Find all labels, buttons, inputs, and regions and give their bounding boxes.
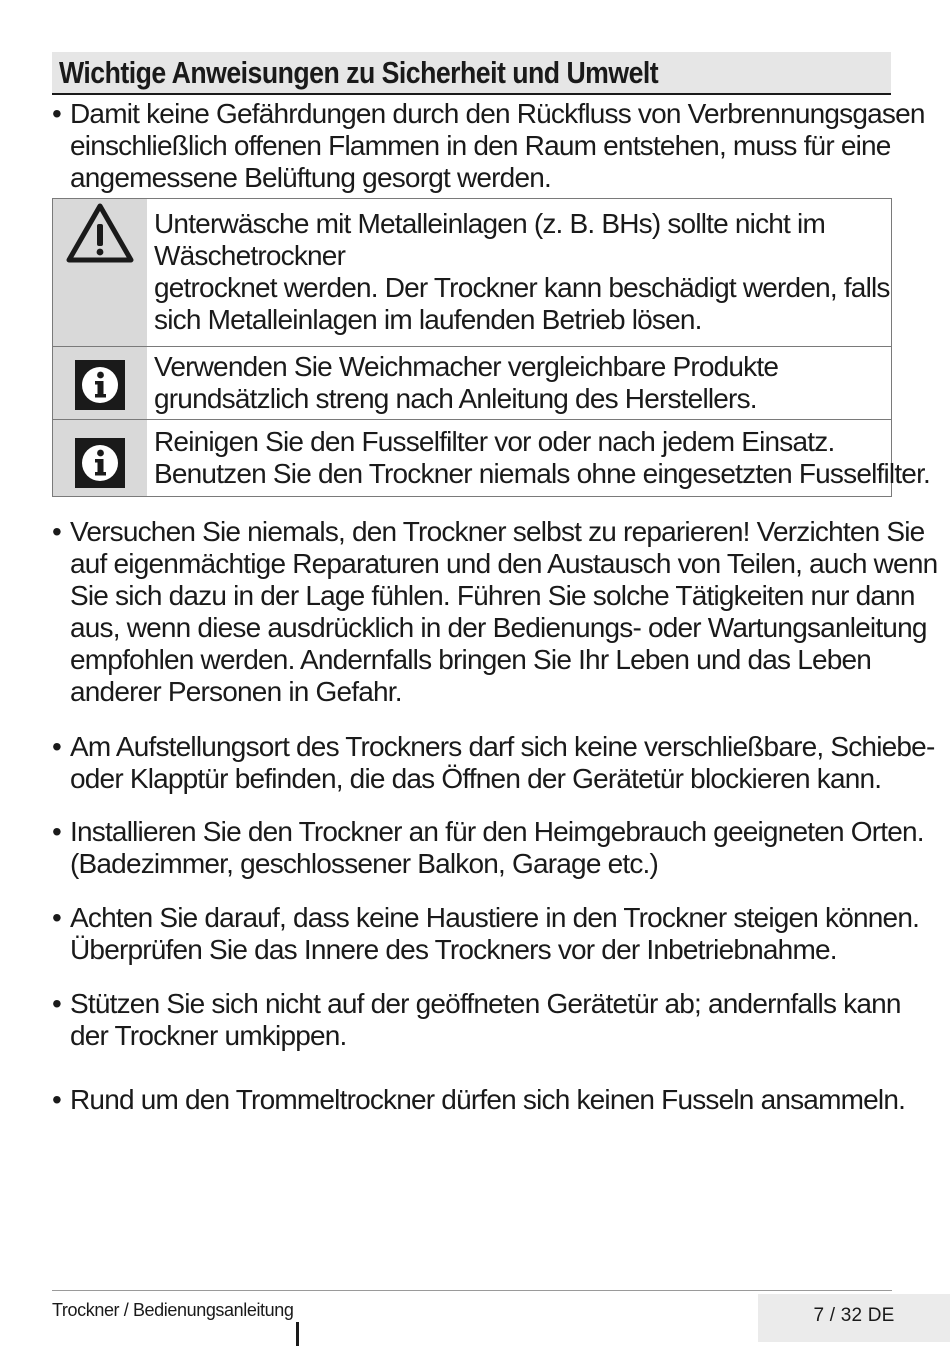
intro-bullet — [52, 98, 925, 194]
bullet-item — [52, 816, 924, 880]
bullet-item — [52, 1084, 905, 1116]
footer-divider — [52, 1290, 892, 1291]
crop-mark — [296, 1322, 299, 1346]
bullet-line: (Badezimmer, geschlossener Balkon, Garage etc.) — [70, 848, 659, 879]
warning-note-text — [154, 208, 890, 336]
bullet-line: der Trockner umkippen. — [70, 1020, 347, 1051]
note-line: sich Metalleinlagen im laufenden Betrieb lösen. — [154, 304, 702, 335]
section-title: Wichtige Anweisungen zu Sicherheit und Umwelt — [59, 55, 659, 90]
bullet-item — [52, 988, 901, 1052]
warning-triangle-icon — [65, 202, 135, 266]
bullet-line: auf eigenmächtige Reparaturen und den Austausch von Teilen, auch wenn — [70, 548, 938, 579]
info-note-lint-filter — [53, 419, 931, 496]
bullet-line: oder Klapptür befinden, die das Öffnen der Gerätetür blockieren kann. — [70, 763, 882, 794]
note-line: Reinigen Sie den Fusselfilter vor oder nach jedem Einsatz. — [154, 426, 835, 457]
bullet-line: Rund um den Trommeltrockner dürfen sich keinen Fusseln ansammeln. — [70, 1084, 906, 1115]
note-line: Unterwäsche mit Metalleinlagen (z. B. BHs) sollte nicht im — [154, 208, 825, 239]
bullet-line: Stützen Sie sich nicht auf der geöffneten Gerätetür ab; andernfalls kann — [70, 988, 901, 1019]
note-line: Wäschetrockner — [154, 240, 346, 271]
section-title-bar — [52, 52, 891, 95]
info-note-text — [154, 426, 930, 490]
note-line: grundsätzlich streng nach Anleitung des Herstellers. — [154, 383, 757, 414]
bullet-marker: • — [52, 98, 62, 129]
note-icon-cell — [53, 420, 147, 496]
bullet-item — [52, 516, 937, 708]
bullet-line: anderer Personen in Gefahr. — [70, 676, 402, 707]
info-note-softener — [53, 346, 891, 419]
note-icon-cell — [53, 347, 147, 419]
info-note-text — [154, 351, 778, 415]
bullet-item — [52, 902, 919, 966]
bullet-line: Sie sich dazu in der Lage fühlen. Führen Sie solche Tätigkeiten nur dann — [70, 580, 915, 611]
bullet-line: Überprüfen Sie das Innere des Trockners vor der Inbetriebnahme. — [70, 934, 837, 965]
note-line: Benutzen Sie den Trockner niemals ohne eingesetzten Fusselfilter. — [154, 458, 931, 489]
info-icon — [75, 438, 125, 488]
bullet-marker: • — [52, 516, 62, 547]
note-line: Verwenden Sie Weichmacher vergleichbare Produkte — [154, 351, 779, 382]
intro-bullet-line: angemessene Belüftung gesorgt werden. — [70, 162, 551, 193]
warning-note — [53, 199, 891, 346]
info-icon — [75, 360, 125, 410]
footer-document-title: Trockner / Bedienungsanleitung — [52, 1300, 294, 1320]
page-number: 7 / 32 DE — [813, 1305, 895, 1326]
bullet-line: Versuchen Sie niemals, den Trockner selbst zu reparieren! Verzichten Sie — [70, 516, 925, 547]
bullet-marker: • — [52, 902, 62, 933]
bullet-line: Am Aufstellungsort des Trockners darf sich keine verschließbare, Schiebe- — [70, 731, 935, 762]
bullet-line: Installieren Sie den Trockner an für den Heimgebrauch geeigneten Orten. — [70, 816, 924, 847]
bullet-line: aus, wenn diese ausdrücklich in der Bedienungs- oder Wartungsanleitung — [70, 612, 927, 643]
intro-bullet-line: einschließlich offenen Flammen in den Raum entstehen, muss für eine — [70, 130, 891, 161]
bullet-line: empfohlen werden. Andernfalls bringen Sie Ihr Leben und das Leben — [70, 644, 872, 675]
footer-page-box — [758, 1294, 950, 1342]
bullet-marker: • — [52, 816, 62, 847]
bullet-marker: • — [52, 731, 62, 762]
bullet-marker: • — [52, 1084, 62, 1115]
intro-bullet-line: Damit keine Gefährdungen durch den Rückfluss von Verbrennungsgasen — [70, 98, 925, 129]
note-icon-cell — [53, 199, 147, 346]
bullet-item — [52, 731, 934, 795]
bullet-marker: • — [52, 988, 62, 1019]
bullet-line: Achten Sie darauf, dass keine Haustiere in den Trockner steigen können. — [70, 902, 920, 933]
notes-table — [52, 198, 931, 497]
note-line: getrocknet werden. Der Trockner kann beschädigt werden, falls — [154, 272, 890, 303]
